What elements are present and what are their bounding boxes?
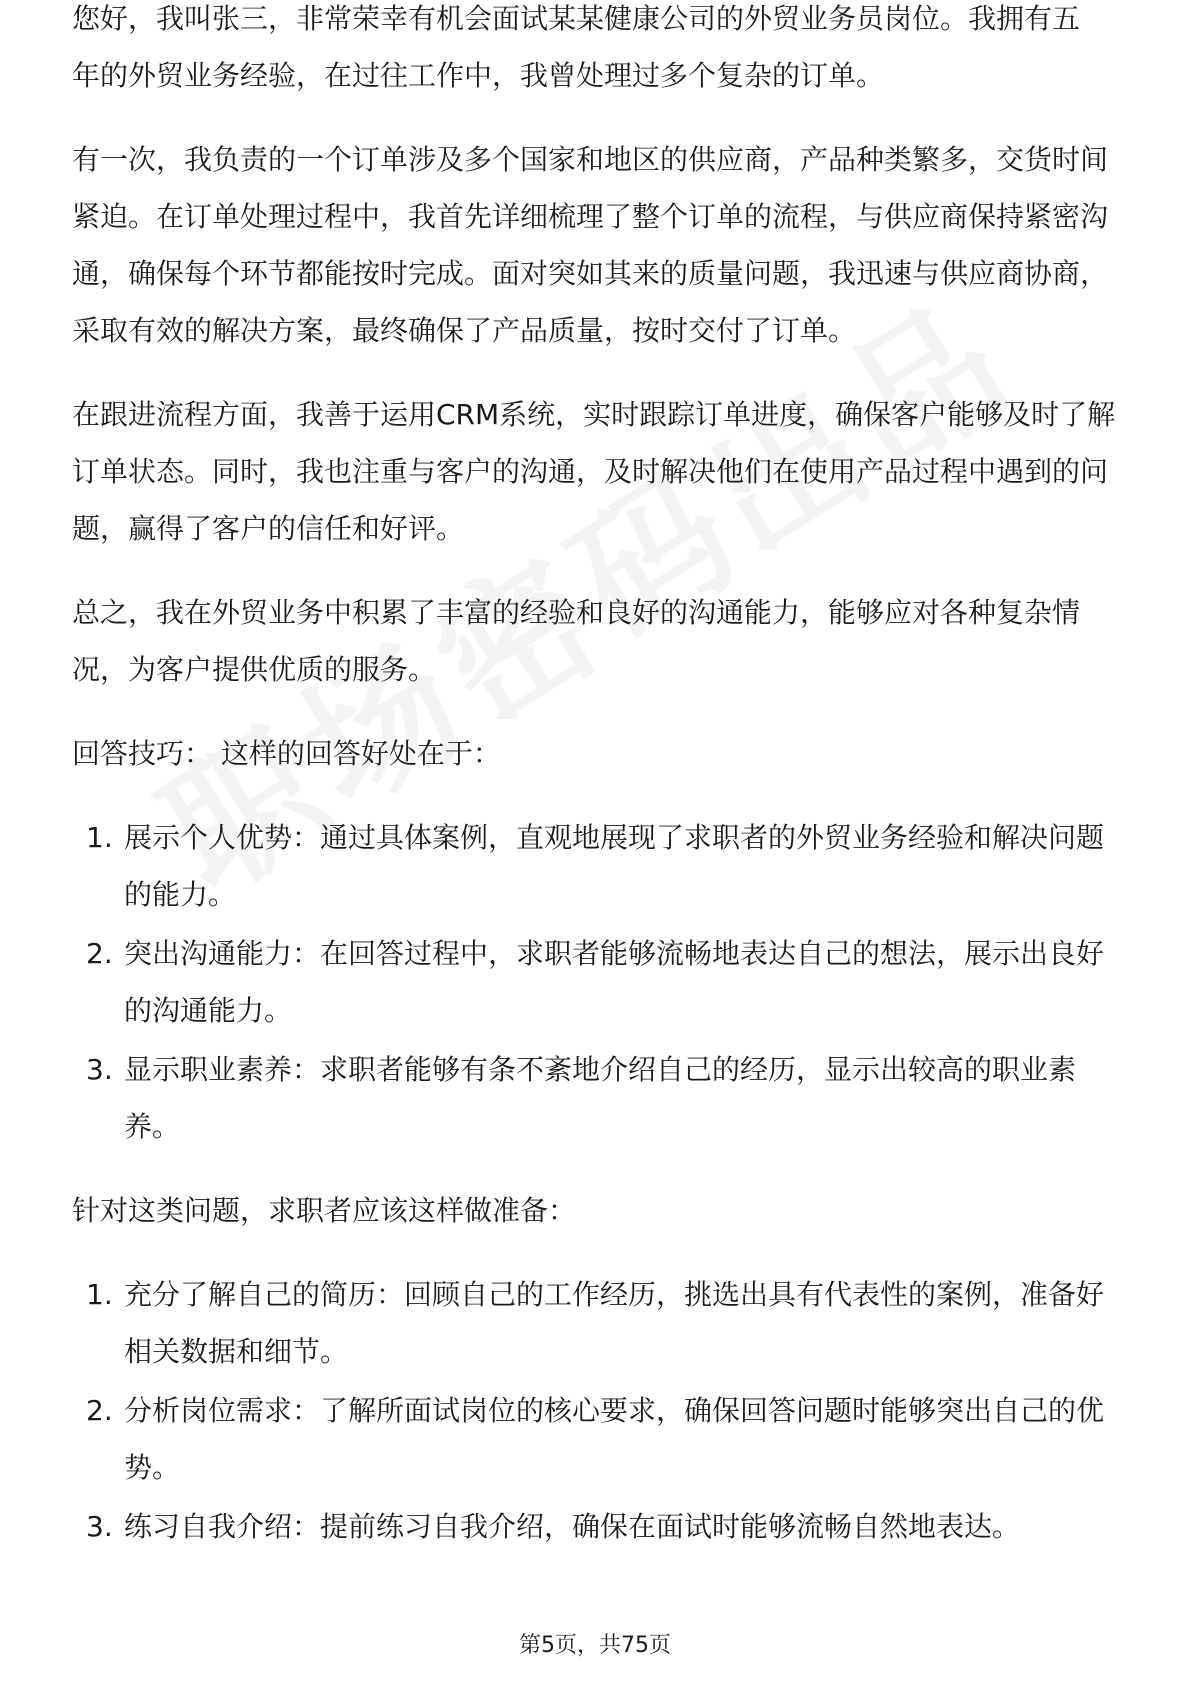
list-number: 2. bbox=[86, 937, 113, 970]
list-item bbox=[72, 1498, 1120, 1555]
paragraph-3: 在跟进流程方面，我善于运用CRM系统，实时跟踪订单进度，确保客户能够及时了解订单状态。同时，我也注重与客户的沟通，及时解决他们在使用产品过程中遇到的问题，赢得了客户的信任和好评。 bbox=[72, 398, 1116, 545]
list-text: 突出沟通能力：在回答过程中，求职者能够流畅地表达自己的想法，展示出良好的沟通能力。 bbox=[124, 937, 1105, 1027]
list-item bbox=[72, 1041, 1120, 1155]
tips-list bbox=[72, 809, 1120, 1155]
list-text: 练习自我介绍：提前练习自我介绍，确保在面试时能够流畅自然地表达。 bbox=[124, 1510, 1021, 1543]
cut-off-text: 您好，我叫张三，非常荣幸有机会面试某某健康公司的外贸业务员岗位。我拥有五 bbox=[72, 2, 1081, 35]
page-number: 第5页，共75页 bbox=[519, 1633, 671, 1658]
list-number: 1. bbox=[86, 821, 113, 854]
list-number: 2. bbox=[86, 1394, 113, 1427]
list-number: 3. bbox=[86, 1510, 113, 1543]
tips-heading: 回答技巧： 这样的回答好处在于： bbox=[72, 737, 501, 770]
cut-off-line bbox=[72, 0, 1120, 47]
list-number: 3. bbox=[86, 1053, 113, 1086]
paragraph-1: 年的外贸业务经验，在过往工作中，我曾处理过多个复杂的订单。 bbox=[72, 59, 885, 92]
page-content bbox=[72, 2, 1120, 1582]
list-text: 展示个人优势：通过具体案例，直观地展现了求职者的外贸业务经验和解决问题的能力。 bbox=[124, 821, 1105, 911]
list-text: 充分了解自己的简历：回顾自己的工作经历，挑选出具有代表性的案例，准备好相关数据和细节。 bbox=[124, 1278, 1105, 1368]
list-item bbox=[72, 1382, 1120, 1496]
paragraph-2: 有一次，我负责的一个订单涉及多个国家和地区的供应商，产品种类繁多，交货时间紧迫。在订单处理过程中，我首先详细梳理了整个订单的流程，与供应商保持紧密沟通，确保每个环节都能按时完成。面对突如其来的质量问题，我迅速与供应商协商，采取有效的解决方案，最终确保了产品质量，按时交付了订单。 bbox=[72, 143, 1109, 347]
list-text: 显示职业素养：求职者能够有条不紊地介绍自己的经历，显示出较高的职业素养。 bbox=[124, 1053, 1077, 1143]
list-item bbox=[72, 925, 1120, 1039]
prep-heading: 针对这类问题，求职者应该这样做准备： bbox=[72, 1194, 577, 1227]
list-number: 1. bbox=[86, 1278, 113, 1311]
list-item bbox=[72, 809, 1120, 923]
list-text: 分析岗位需求：了解所面试岗位的核心要求，确保回答问题时能够突出自己的优势。 bbox=[124, 1394, 1105, 1484]
list-item bbox=[72, 1266, 1120, 1380]
prep-list bbox=[72, 1266, 1120, 1555]
paragraph-4: 总之，我在外贸业务中积累了丰富的经验和良好的沟通能力，能够应对各种复杂情况，为客户提供优质的服务。 bbox=[72, 596, 1081, 686]
